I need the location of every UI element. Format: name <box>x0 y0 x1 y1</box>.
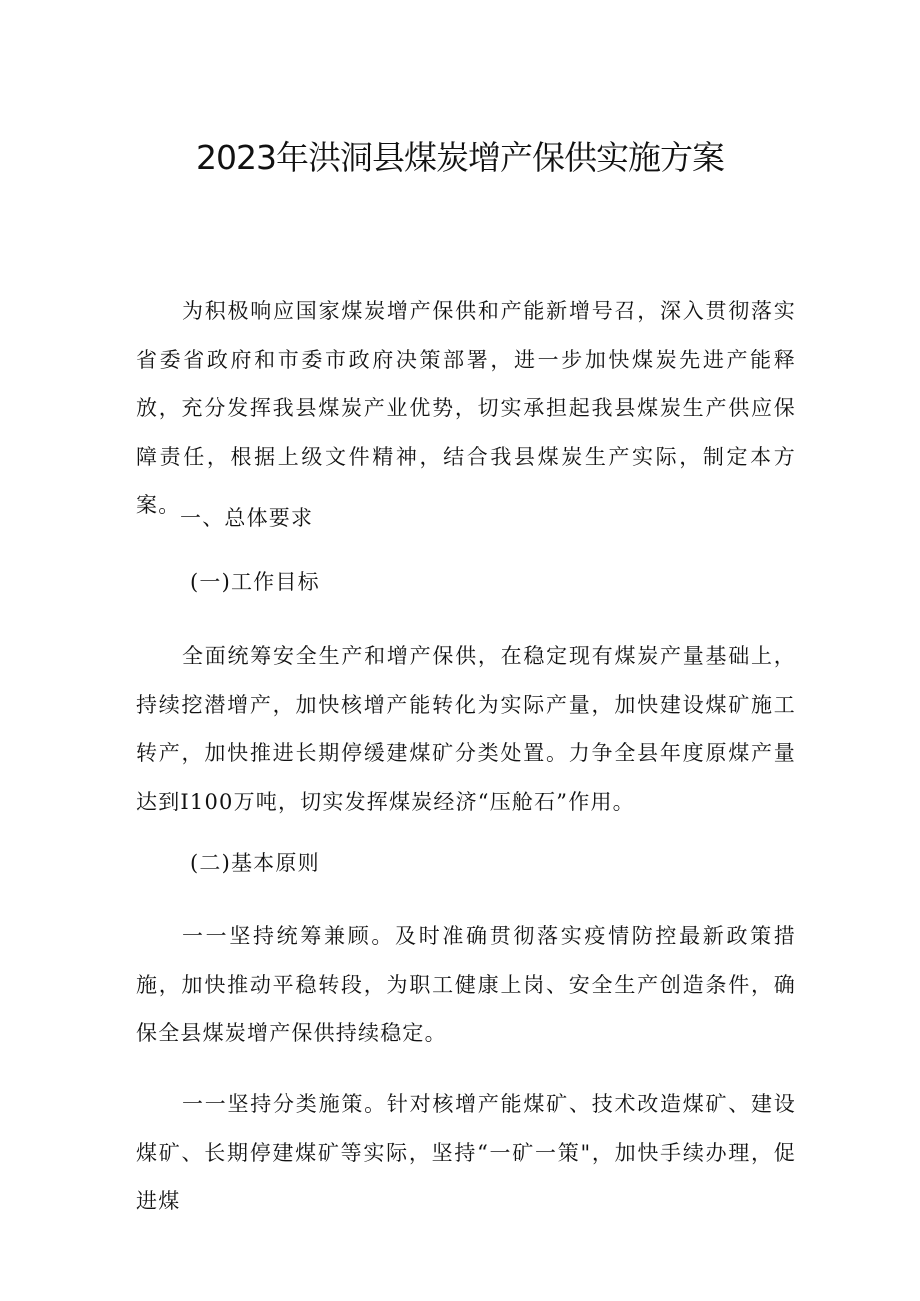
goal-paragraph: 全面统筹安全生产和增产保供，在稳定现有煤炭产量基础上，持续挖潜增产，加快核增产能转化为实际产量，加快建设煤矿施工转产，加快推进长期停缓建煤矿分类处置。力争全县年度原煤产量达到I100万吨，切实发挥煤炭经济“压舱石”作用。 <box>136 644 796 814</box>
document-title: 2023年洪洞县煤炭增产保供实施方案 <box>196 138 724 177</box>
intro-paragraph: 为积极响应国家煤炭增产保供和产能新增号召，深入贯彻落实省委省政府和市委市政府决策部署，进一步加快煤炭先进产能释放，充分发挥我县煤炭产业优势，切实承担起我县煤炭生产供应保障责任，根据上级文件精神，结合我县煤炭生产实际，制定本方案。 <box>136 299 796 517</box>
principle-paragraph-overall-planning: 一一坚持统筹兼顾。及时准确贯彻落实疫情防控最新政策措施，加快推动平稳转段，为职工健康上岗、安全生产创造条件，确保全县煤炭增产保供持续稳定。 <box>136 924 796 1045</box>
principle-paragraph-classified-measures: 一一坚持分类施策。针对核增产能煤矿、技术改造煤矿、建设煤矿、长期停建煤矿等实际，坚持“一矿一策"，加快手续办理，促进煤 <box>136 1092 796 1213</box>
section-heading-general-requirements: 一、总体要求 <box>180 506 314 530</box>
subsection-heading-work-goals: (一)工作目标 <box>190 570 320 594</box>
subsection-heading-basic-principles: (二)基本原则 <box>190 851 320 875</box>
